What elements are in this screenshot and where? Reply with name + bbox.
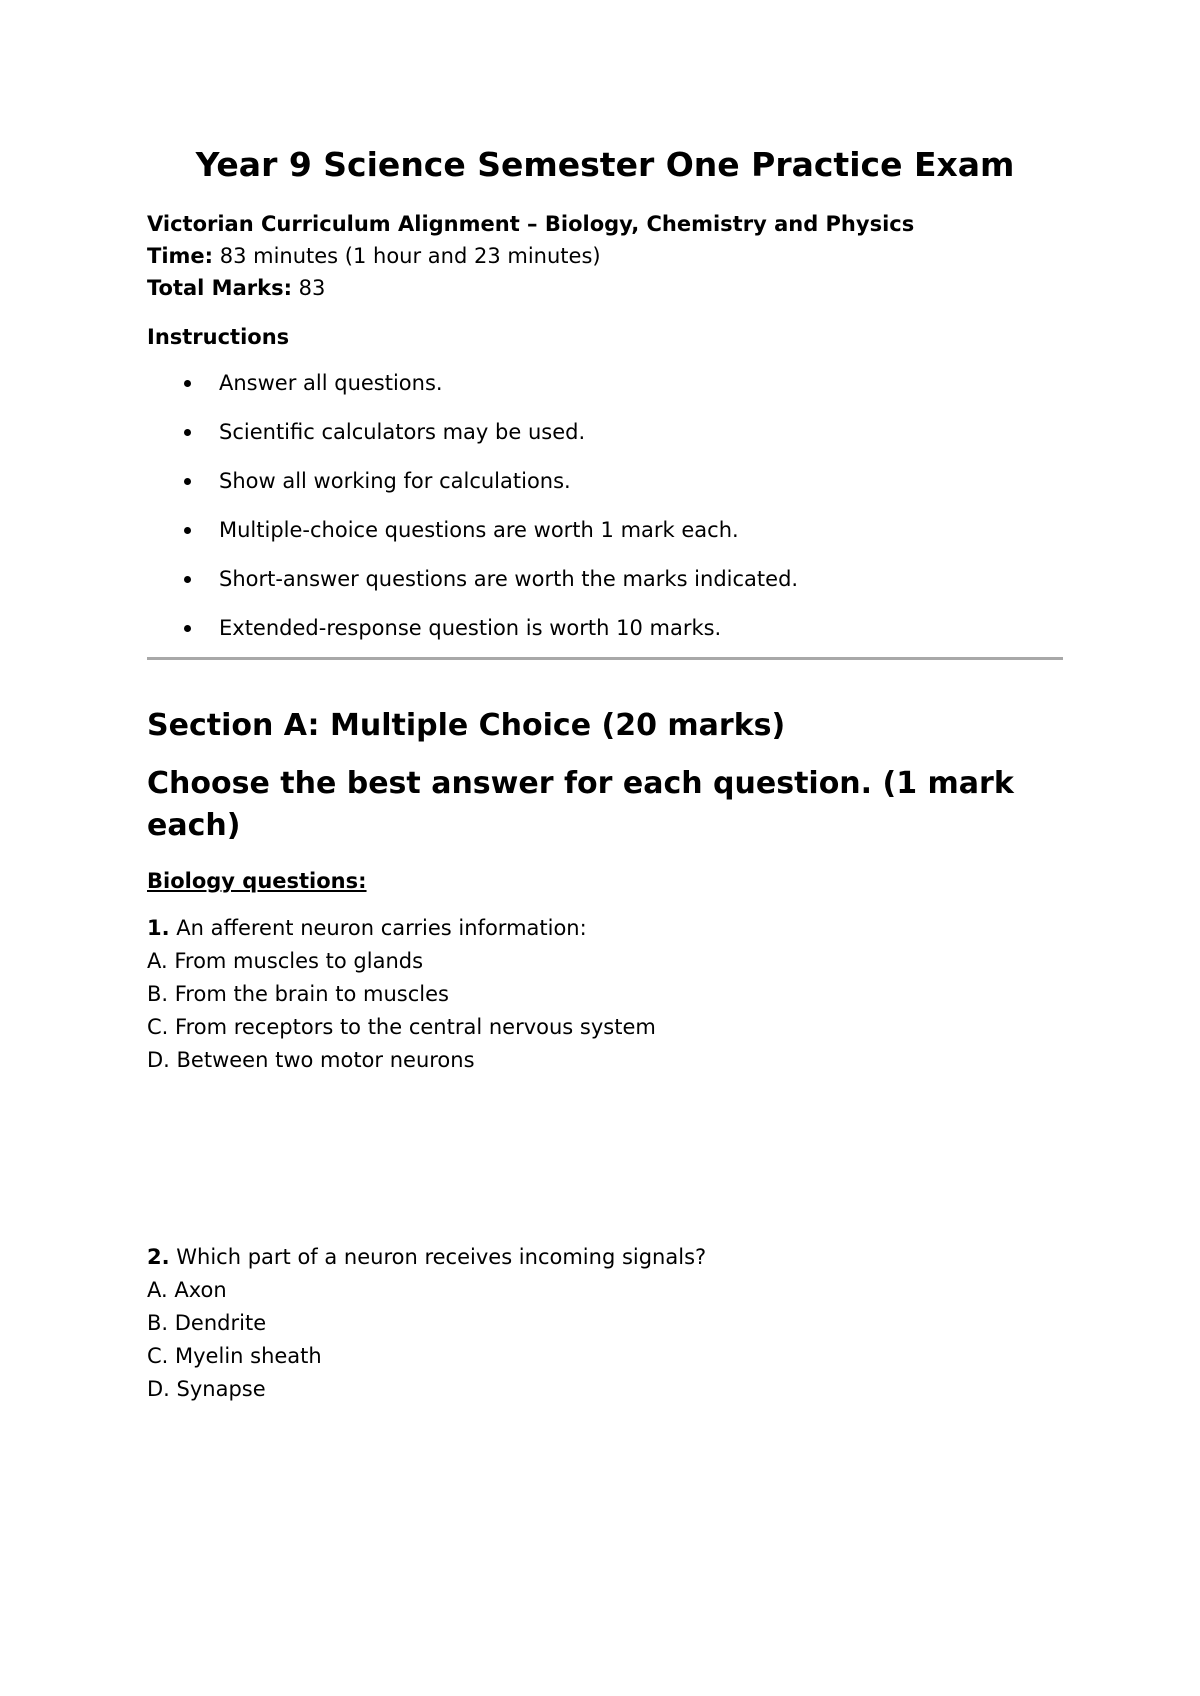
instruction-text: Show all working for calculations. — [219, 469, 571, 493]
answer-option: A. From muscles to glands — [147, 949, 424, 973]
total-marks-value: 83 — [291, 276, 326, 300]
bullet-icon — [184, 478, 191, 485]
question-stem — [147, 912, 1063, 945]
list-item — [147, 416, 1063, 448]
time-value: 83 minutes (1 hour and 23 minutes) — [213, 244, 601, 268]
page-title: Year 9 Science Semester One Practice Exam — [195, 145, 1015, 184]
list-item — [147, 514, 1063, 546]
curriculum-subtitle: Victorian Curriculum Alignment – Biology, Chemistry and Physics — [147, 212, 915, 236]
section-a-title: Section A: Multiple Choice (20 marks) — [147, 708, 786, 743]
instruction-text: Short-answer questions are worth the marks indicated. — [219, 567, 799, 591]
total-marks-label: Total Marks: — [147, 276, 292, 300]
question-number: 2. — [147, 1245, 170, 1269]
total-marks-line — [147, 272, 1063, 304]
instruction-text: Multiple-choice questions are worth 1 mark each. — [219, 518, 739, 542]
question-stem — [147, 1241, 1063, 1274]
answer-option: B. From the brain to muscles — [147, 982, 449, 1006]
list-item — [147, 612, 1063, 644]
list-item — [147, 465, 1063, 497]
exam-meta — [147, 208, 1063, 304]
question-text: An afferent neuron carries information: — [169, 916, 587, 940]
time-label: Time: — [147, 244, 214, 268]
instruction-text: Extended-response question is worth 10 marks. — [219, 616, 722, 640]
bullet-icon — [184, 625, 191, 632]
biology-questions-heading: Biology questions: — [147, 869, 367, 893]
section-a-subtitle: Choose the best answer for each question. (1 mark each) — [147, 766, 1014, 843]
instruction-text: Answer all questions. — [219, 371, 443, 395]
list-item — [147, 563, 1063, 595]
question-1 — [147, 912, 1063, 1077]
answer-option: B. Dendrite — [147, 1311, 267, 1335]
answer-option: A. Axon — [147, 1278, 227, 1302]
question-text: Which part of a neuron receives incoming signals? — [169, 1245, 707, 1269]
exam-page — [147, 140, 1063, 1406]
answer-option: C. Myelin sheath — [147, 1344, 322, 1368]
bullet-icon — [184, 527, 191, 534]
bullet-icon — [184, 429, 191, 436]
answer-option: D. Synapse — [147, 1377, 266, 1401]
question-2 — [147, 1241, 1063, 1406]
instruction-text: Scientific calculators may be used. — [219, 420, 586, 444]
bullet-icon — [184, 380, 191, 387]
answer-option: D. Between two motor neurons — [147, 1048, 475, 1072]
list-item — [147, 367, 1063, 399]
instructions-heading: Instructions — [147, 325, 290, 349]
question-number: 1. — [147, 916, 170, 940]
answer-option: C. From receptors to the central nervous system — [147, 1015, 656, 1039]
bullet-icon — [184, 576, 191, 583]
horizontal-divider — [147, 657, 1063, 660]
time-line — [147, 240, 1063, 272]
instructions-list — [147, 367, 1063, 644]
